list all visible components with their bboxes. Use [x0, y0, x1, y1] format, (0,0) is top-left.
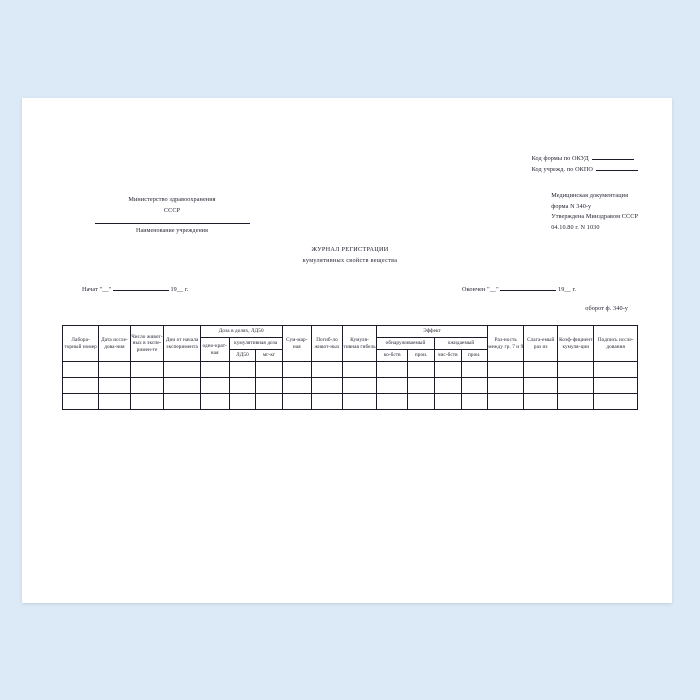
th-animal-count: Число живот-ных в экспе-римен-те — [130, 326, 164, 362]
th-cumulative-dose: кумулятивная доза — [229, 338, 282, 350]
th-expected-percent: прои. — [461, 350, 488, 362]
code-form-label: Код формы по ОКУД — [531, 155, 589, 162]
th-effect-observed: обнаруживаемый — [377, 338, 435, 350]
document-body — [62, 153, 638, 513]
institution-caption: Наименование учреждения — [136, 228, 208, 235]
code-org-label: Код учрежд. по ОКПО — [531, 166, 593, 174]
code-form-blank — [592, 153, 634, 160]
th-signature: Подпись иссле-дования — [594, 326, 638, 362]
title-line-1: ЖУРНАЛ РЕГИСТРАЦИИ — [311, 246, 389, 253]
start-date-prefix: Начат "__" — [82, 286, 112, 293]
ministry-line-2: СССР — [163, 206, 181, 214]
th-observed-percent: прои. — [408, 350, 435, 362]
med-doc-line-3: Утверждена Минздравом СССР — [551, 213, 638, 221]
th-ld50: ЛД50 — [229, 350, 256, 362]
end-date-prefix: Окончен "__" — [462, 286, 499, 293]
table-header-row-1 — [63, 326, 638, 338]
th-addend: Слага-емый раз из — [524, 326, 558, 362]
th-effect-group: Эффект — [377, 326, 488, 338]
th-difference: Раз-ность между гр. 7 и 9 — [488, 326, 524, 362]
med-doc-line-2: форма N 340-у — [551, 202, 592, 210]
end-date-suffix: 19__ г. — [558, 286, 577, 293]
code-block — [532, 153, 638, 175]
start-date-blank — [113, 284, 169, 291]
th-observed-count: ко-бств — [377, 350, 408, 362]
form-reverse-note: оборот ф. 340-у — [585, 305, 628, 312]
th-single-dose: одно-крат-ная — [200, 338, 229, 362]
start-date-suffix: 19__ г. — [170, 286, 189, 293]
table-body — [63, 362, 638, 410]
end-date-blank — [500, 284, 556, 291]
code-org-blank — [596, 164, 638, 171]
th-cumulative-death: Кумуля-тивная гибель — [343, 326, 377, 362]
ministry-block — [82, 195, 262, 236]
th-died: Погиб-ло живот-ных — [311, 326, 342, 362]
code-org-row — [532, 164, 638, 175]
ministry-line-1: Министерство здравоохранения — [128, 196, 216, 203]
med-doc-line-4: 04.10.80 г. N 1030 — [551, 223, 600, 231]
th-expected-count: чис-бств — [434, 350, 461, 362]
th-dose-group: Доза в долях, ЛД50 — [200, 326, 282, 338]
end-date-field — [462, 284, 576, 293]
th-effect-expected: ожидаемый — [434, 338, 487, 350]
th-cumulation-coefficient: Коэф-фициент кумуля-ции — [558, 326, 594, 362]
med-doc-block — [551, 191, 638, 233]
dates-row — [62, 284, 638, 296]
th-lab-number: Лабора-торный номер — [63, 326, 99, 362]
code-form-row — [532, 153, 638, 164]
title-line-2: кумулятивных свойств вещества — [302, 256, 398, 264]
institution-blank-rule — [95, 222, 250, 224]
th-mg-kg: мг-кг — [256, 350, 283, 362]
table-row — [63, 394, 638, 410]
table-row — [63, 362, 638, 378]
paper-sheet — [22, 98, 672, 603]
th-date: Дата иссле-дова-ния — [99, 326, 130, 362]
page-title — [62, 245, 638, 266]
start-date-field — [82, 284, 188, 293]
th-total: Сум-мар-ная — [282, 326, 311, 362]
th-days: Дни от начала эксперимента — [164, 326, 200, 362]
med-doc-line-1: Медицинская документация — [551, 192, 629, 199]
table-row — [63, 378, 638, 394]
registration-table — [62, 325, 638, 410]
